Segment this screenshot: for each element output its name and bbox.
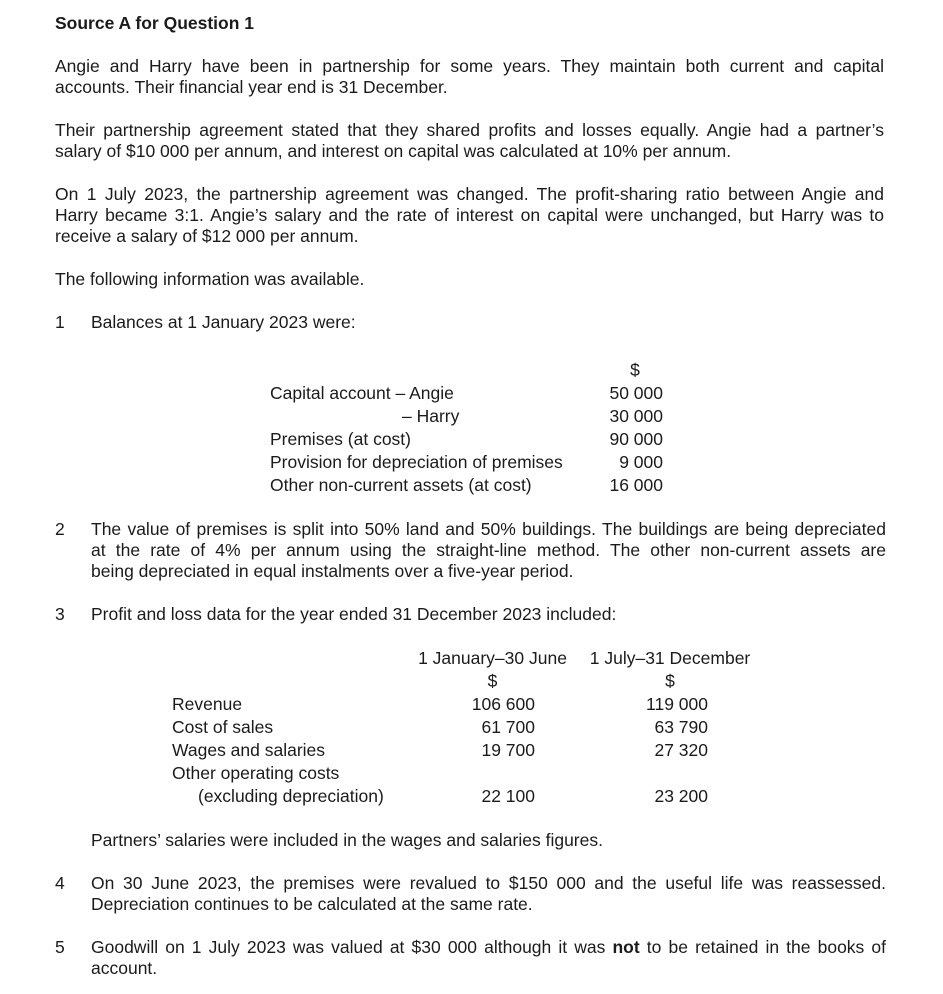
balances-value: 30 000 [609,406,663,426]
paragraph-line: Their partnership agreement stated that they shared profits and losses equally. Angie had a partner’s [55,120,884,140]
table-row [270,428,943,451]
pl-label: Other operating costs [172,763,340,783]
currency-header: $ [665,671,675,691]
pl-label: Revenue [172,694,243,714]
table-row [270,474,943,497]
list-item-5 [55,937,943,979]
balances-label: Capital account – Angie [270,383,454,403]
pl-value-col2: 23 200 [654,786,708,806]
currency-header-row [172,670,943,693]
balances-value: 16 000 [609,475,663,495]
item-number: 5 [55,937,65,957]
pl-label: Cost of sales [172,717,274,737]
pl-value-col2: 63 790 [654,717,708,737]
list-item-3 [55,604,943,625]
intro-paragraph-1 [55,56,884,98]
balances-label: Premises (at cost) [270,429,411,449]
paragraph-line: accounts. Their financial year end is 31 December. [55,77,448,97]
table-row [172,693,943,716]
intro-paragraph-2 [55,120,884,162]
item-line: Depreciation continues to be calculated at the same rate. [91,894,533,914]
bold-word-not: not [612,937,640,957]
table-row [172,785,943,808]
paragraph-line: salary of $10 000 per annum, and interest on capital was calculated at 10% per annum. [55,141,732,161]
item-line: The value of premises is split into 50% land and 50% buildings. The buildings are being depreciated [91,519,886,539]
item-line: Balances at 1 January 2023 were: [91,312,356,332]
page-title: Source A for Question 1 [55,13,255,33]
table-row [270,405,943,428]
item-text-before-bold: Goodwill on 1 July 2023 was valued at $30 000 although it was [91,937,613,957]
currency-header: $ [630,360,640,380]
item-line: being depreciated in equal instalments over a five-year period. [91,561,574,581]
pl-label: Wages and salaries [172,740,326,760]
item-line [91,937,886,958]
pl-value-col2 [585,762,755,785]
paragraph-line: Angie and Harry have been in partnership for some years. They maintain both current and capital [55,56,884,76]
item-number: 4 [55,873,65,893]
note-line: Partners’ salaries were included in the wages and salaries figures. [91,830,603,850]
balances-table [270,359,943,497]
paragraph-line: Harry became 3:1. Angie’s salary and the rate of interest on capital were unchanged, but Harry was to [55,205,884,225]
table-header-row [270,359,943,382]
balances-label: Provision for depreciation of premises [270,452,563,472]
pl-value-col1: 61 700 [481,717,535,737]
pl-label: (excluding depreciation) [198,786,384,806]
item-line: On 30 June 2023, the premises were revalued to $150 000 and the useful life was reassessed. [91,873,886,893]
pl-value-col1: 19 700 [481,740,535,760]
pl-value-col2: 27 320 [654,740,708,760]
profit-loss-table [172,647,943,808]
balances-value: 9 000 [619,452,663,472]
paragraph-line: The following information was available. [55,269,365,289]
item-number: 3 [55,604,65,624]
balances-label: Other non-current assets (at cost) [270,475,532,495]
item-number: 2 [55,519,65,539]
list-item-4 [55,873,943,915]
balances-value: 90 000 [609,429,663,449]
intro-paragraph-4 [55,269,884,290]
item-line: account. [91,958,158,978]
table-row [270,451,943,474]
list-item-2 [55,519,943,582]
balances-label: – Harry [402,406,460,426]
pl-value-col1: 106 600 [471,694,535,714]
item-text-after-bold: to be retained in the books of [639,937,887,957]
table-row [172,716,943,739]
pl-value-col2: 119 000 [646,694,708,714]
pl-value-col1: 22 100 [481,786,535,806]
table-row [270,382,943,405]
partners-salaries-note [91,830,886,851]
intro-paragraph-3 [55,184,884,247]
currency-header: $ [487,671,498,691]
item-number: 1 [55,312,65,332]
paragraph-line: On 1 July 2023, the partnership agreement was changed. The profit-sharing ratio between Angie and [55,184,884,204]
table-header-row [172,647,943,670]
period-1-header: 1 January–30 June [418,648,567,668]
period-2-header: 1 July–31 December [589,648,751,668]
balances-value: 50 000 [609,383,663,403]
paragraph-line: receive a salary of $12 000 per annum. [55,226,359,246]
item-line: Profit and loss data for the year ended 31 December 2023 included: [91,604,617,624]
table-row [172,762,943,785]
pl-value-col1 [415,762,570,785]
list-item-1 [55,312,943,333]
table-row [172,739,943,762]
item-line: at the rate of 4% per annum using the straight-line method. The other non-current assets are [91,540,886,560]
